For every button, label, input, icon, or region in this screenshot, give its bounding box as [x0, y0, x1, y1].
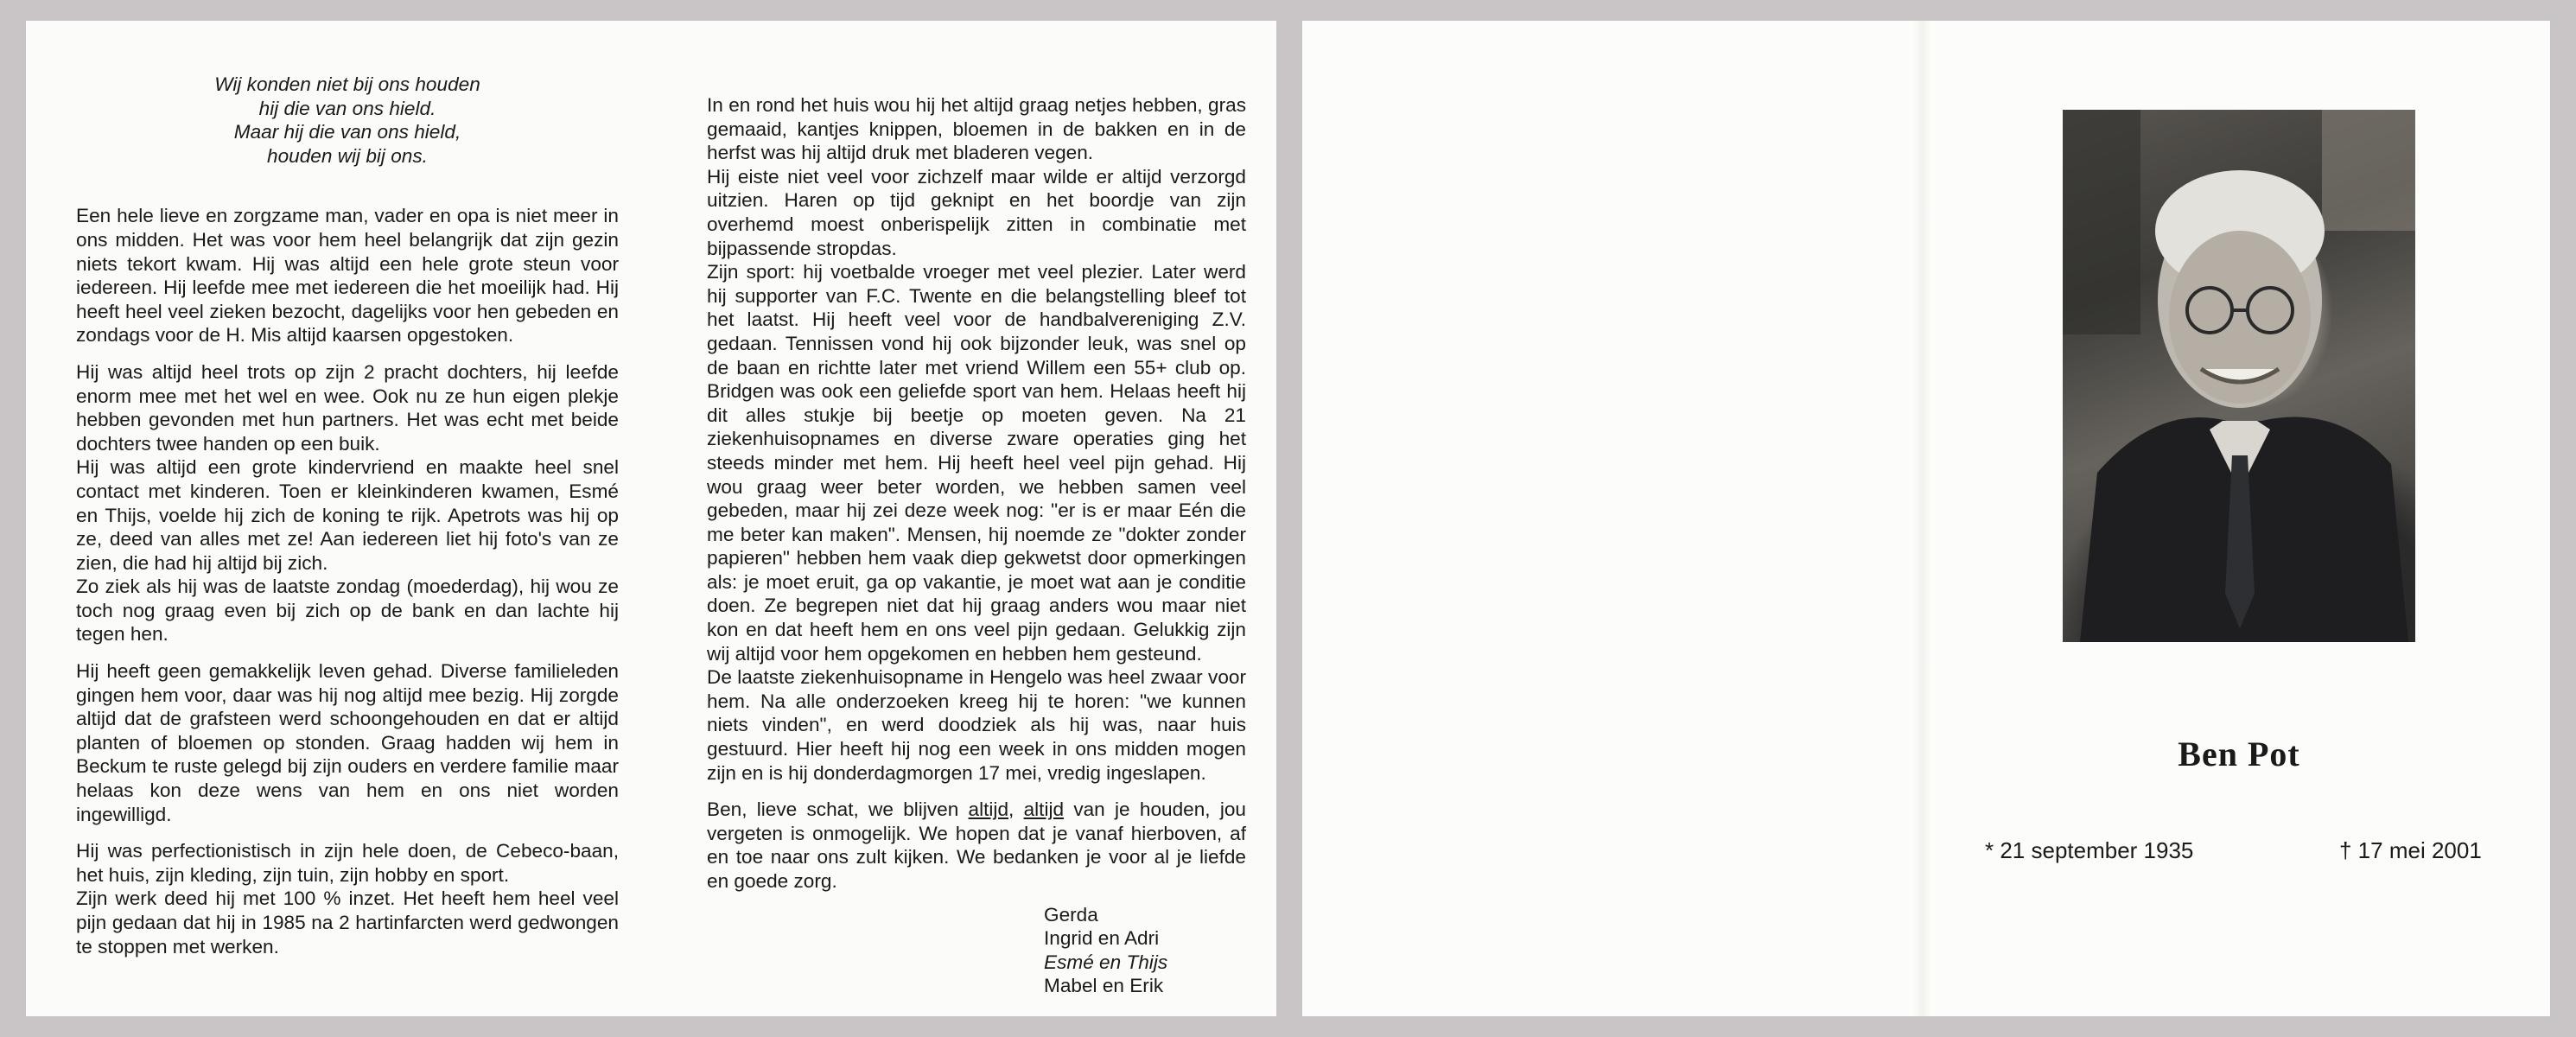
death-date: † 17 mei 2001 [2339, 837, 2482, 863]
poem-line: Wij konden niet bij ons houden [214, 73, 480, 95]
signature-line: Mabel en Erik [1044, 975, 1164, 997]
paragraph: Zijn sport: hij voetbalde vroeger met veel plezier. Later werd hij supporter van F.C. Twente en die belangstelling bleef tot het laatst. Hij heeft veel voor de handbalvereniging Z.V. gedaan. Tennissen vond hij ook bijzonder leuk, was snel op de baan en richtte later met vriend Willem een 55+ club op. Bridgen was ook een geliefde sport van hem. Helaas heeft hij dit alles stukje bij beetje op moeten geven. Na 21 ziekenhuisopnames en diverse zware operaties ging het steeds minder met hem. Hij heeft heel veel pijn gehad. Hij wou graag weer beter worden, we hebben samen veel gebeden, maar hij zei deze week nog: "er is er maar Eén die me beter kan maken". Mensen, hij noemde ze "dokter zonder papieren" hebben hem vaak diep gekwetst door opmerkingen als: je moet eruit, ga op vakantie, je moet wat aan je conditie doen. Ze begrepen niet dat hij graag anders wou maar niet kon en dat heeft hem en ons veel pijn gedaan. Gelukkig zijn wij altijd voor hem opgekomen en hebben hem gesteund. [707, 261, 1246, 665]
closing-text: van je houden, jou vergeten is onmogelijk. We hopen dat je vanaf hierboven, af en toe naar ons zult kijken. We bedanken je voor al je liefde en goede zorg. [707, 798, 1246, 892]
paragraph: In en rond het huis wou hij het altijd graag netjes hebben, gras gemaaid, kantjes knippen, bloemen in de bakken en in de herfst was hij altijd druk met bladeren vegen. [707, 94, 1246, 164]
right-page [1302, 21, 2550, 1016]
underlined-word: altijd [1023, 798, 1065, 821]
birth-date: * 21 september 1935 [1985, 837, 2194, 863]
underlined-word: altijd [968, 798, 1009, 821]
text-column-right [707, 93, 1246, 998]
paragraph: Zo ziek als hij was de laatste zondag (moederdag), hij wou ze toch nog graag even bij zich op de bank en dan lachte hij tegen hen. [76, 576, 619, 646]
signatures [1044, 903, 1246, 998]
paragraph: Een hele lieve en zorgzame man, vader en opa is niet meer in ons midden. Het was voor hem heel belangrijk dat zijn gezin niets tekort kwam. Hij was altijd een hele grote steun voor iedereen. Hij leefde mee met iedereen die het moeilijk had. Hij heeft heel veel zieken bezocht, dagelijks voor hen gebeden en zondags voor de H. Mis altijd kaarsen opgestoken. [76, 205, 619, 347]
signature-line: Gerda [1044, 903, 1098, 926]
paragraph: Hij was altijd een grote kindervriend en maakte heel snel contact met kinderen. Toen er kleinkinderen kwamen, Esmé en Thijs, voelde hij zich de koning te rijk. Apetrots was hij op ze, deed van alles met ze! Aan iedereen liet hij foto's van ze zien, die had hij altijd bij zich. [76, 456, 619, 574]
poem-line: houden wij bij ons. [267, 144, 428, 167]
paragraph: De laatste ziekenhuisopname in Hengelo was heel zwaar voor hem. Na alle onderzoeken kreeg hij te horen: "we kunnen niets vinden", en werd doodziek als hij was, naar huis gestuurd. Hier heeft hij nog een week in ons midden mogen zijn en is hij donderdagmorgen 17 mei, vredig ingeslapen. [707, 666, 1246, 784]
poem [76, 73, 619, 168]
paragraph: Hij eiste niet veel voor zichzelf maar wilde er altijd verzorgd uitzien. Haren op tijd geknipt en het boordje van zijn overhemd moest onberispelijk zitten in combinatie met bijpassende stropdas. [707, 165, 1246, 259]
closing-text: , [1008, 798, 1024, 821]
deceased-name: Ben Pot [2178, 735, 2300, 773]
paragraph: Hij was altijd heel trots op zijn 2 pracht dochters, hij leefde enorm mee met het wel en wee. Ook nu ze hun eigen plekje hebben gevonden met hun partners. Het was echt met beide dochters twee handen op een buik. [76, 360, 619, 455]
signature-line: Ingrid en Adri [1044, 927, 1160, 950]
poem-line: hij die van ons hield. [258, 97, 436, 119]
signature-line: Esmé en Thijs [1044, 951, 1168, 973]
page-fold [1912, 21, 1931, 1016]
paragraph: Zijn werk deed hij met 100 % inzet. Het heeft hem heel veel pijn gedaan dat hij in 1985 na 2 hartinfarcten werd gedwongen te stoppen met werken. [76, 887, 619, 957]
closing-paragraph [707, 798, 1246, 893]
text-column-left [76, 73, 619, 958]
portrait-photo [2063, 110, 2415, 642]
poem-line: Maar hij die van ons hield, [233, 121, 461, 143]
closing-text: Ben, lieve schat, we blijven [707, 798, 969, 821]
left-page [26, 21, 1276, 1016]
paragraph: Hij was perfectionistisch in zijn hele doen, de Cebeco-baan, het huis, zijn kleding, zijn tuin, zijn hobby en sport. [76, 840, 619, 886]
paragraph: Hij heeft geen gemakkelijk leven gehad. Diverse familieleden gingen hem voor, daar was hij nog altijd mee bezig. Hij zorgde altijd dat de grafsteen werd schoongehouden en dat er altijd planten of bloemen op stonden. Graag hadden wij hem in Beckum te ruste gelegd bij zijn ouders en verdere familie maar helaas kon deze wens van hem en ons niet worden ingewilligd. [76, 660, 619, 825]
